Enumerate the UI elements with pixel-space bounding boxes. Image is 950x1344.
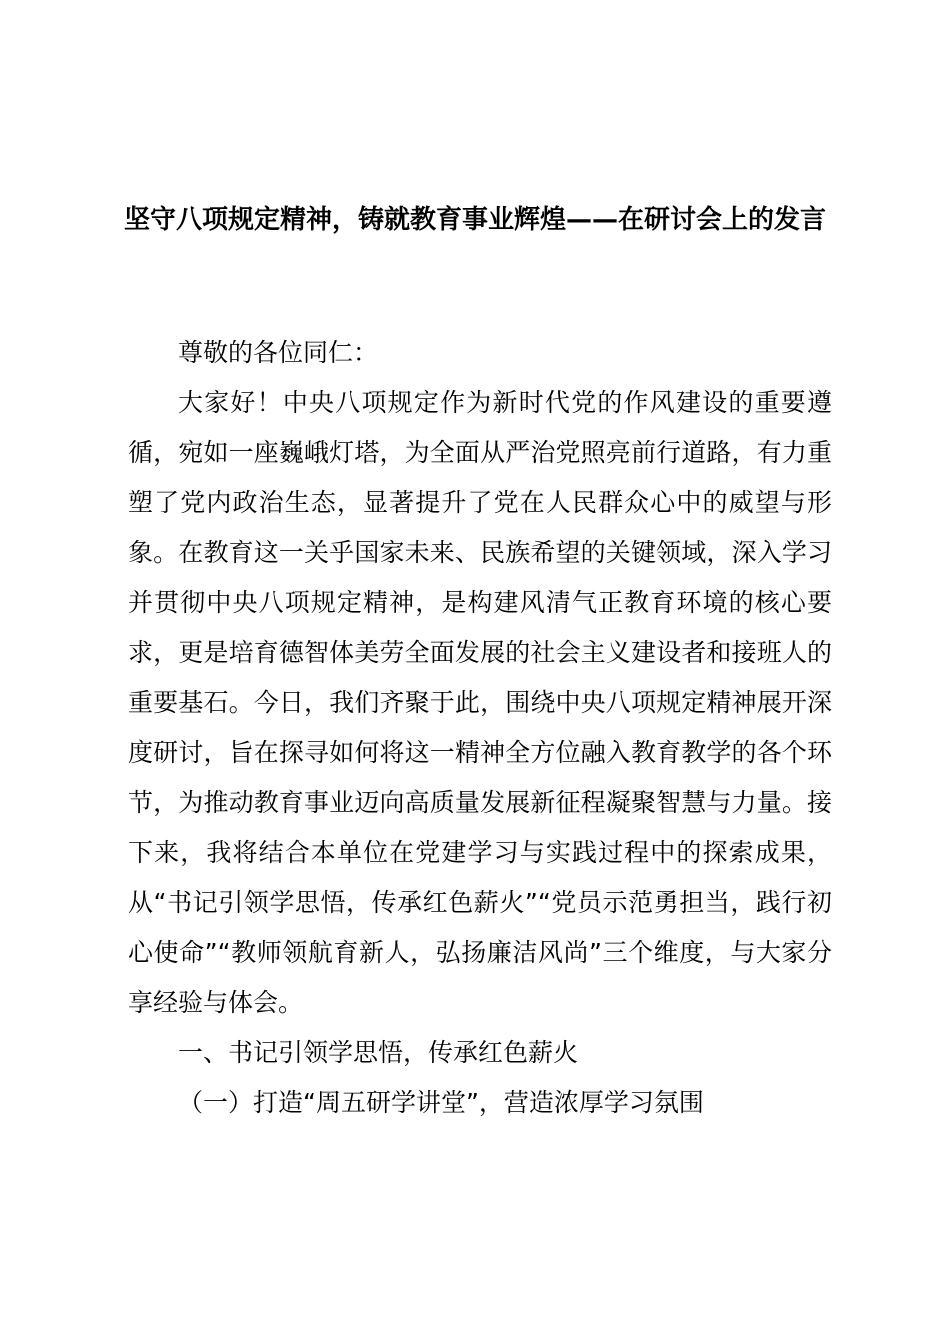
salutation: 尊敬的各位同仁： [178, 338, 379, 367]
subsection-heading: （一）打造“周五研学讲堂”，营造浓厚学习氛围 [178, 1088, 704, 1117]
body-paragraph: 大家好！中央八项规定作为新时代党的作风建设的重要遵循，宛如一座巍峨灯塔，为全面从严治党照亮前行道路，有力重塑了党内政治生态，显著提升了党在人民群众心中的威望与形象。在教育这一关乎国家未来、民族希望的关键领域，深入学习并贯彻中央八项规定精神，是构建风清气正教育环境的核心要求，更是培育德智体美劳全面发展的社会主义建设者和接班人的重要基石。今日，我们齐聚于此，围绕中央八项规定精神展开深度研讨，旨在探寻如何将这一精神全方位融入教育教学的各个环节，为推动教育事业迈向高质量发展新征程凝聚智慧与力量。接下来，我将结合本单位在党建学习与实践过程中的探索成果，从“书记引领学思悟，传承红色薪火”“党员示范勇担当，践行初心使命”“教师领航育新人，弘扬廉洁风尚”三个维度，与大家分享经验与体会。 [128, 388, 832, 1017]
document-title: 坚守八项规定精神，铸就教育事业辉煌——在研讨会上的发言 [123, 205, 826, 235]
section-heading: 一、书记引领学思悟，传承红色薪火 [178, 1038, 579, 1067]
document-body [128, 328, 832, 1128]
